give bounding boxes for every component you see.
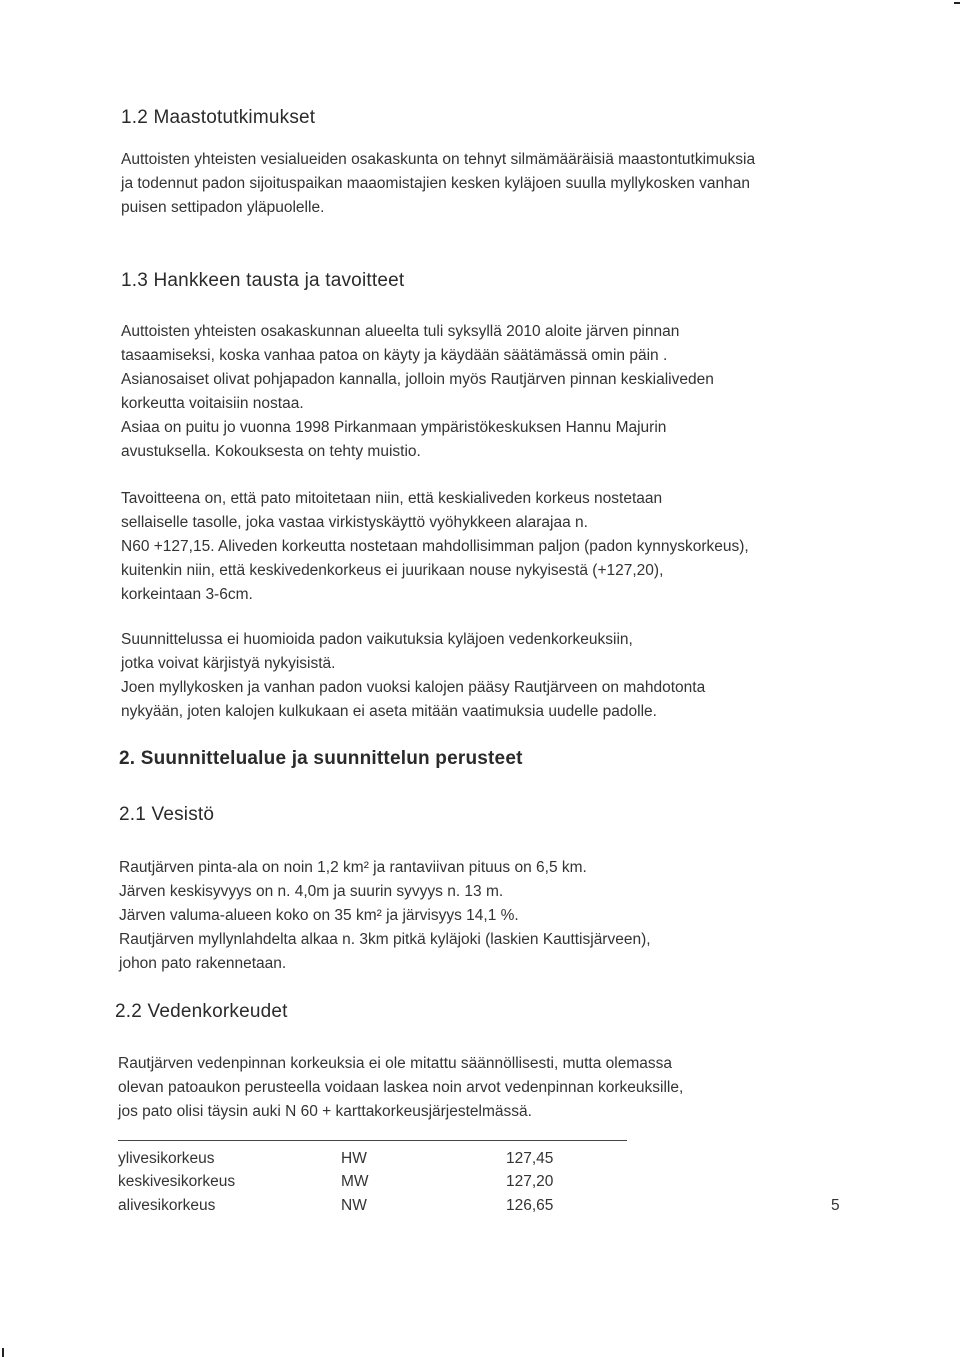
level-value: 127,20 (506, 1173, 554, 1190)
text-line: jotka voivat kärjistyä nykyisistä. (121, 655, 336, 672)
text-line: Rautjärven vedenpinnan korkeuksia ei ole mitattu säännöllisesti, mutta olemassa (118, 1055, 672, 1072)
text-line: jos pato olisi täysin auki N 60 + karttakorkeusjärjestelmässä. (118, 1103, 532, 1120)
level-code: HW (341, 1150, 367, 1167)
text-line: avustuksella. Kokouksesta on tehty muistio. (121, 443, 421, 460)
text-line: johon pato rakennetaan. (119, 955, 287, 972)
text-line: Suunnittelussa ei huomioida padon vaikutuksia kyläjoen vedenkorkeuksiin, (121, 631, 633, 648)
text-line: Auttoisten yhteisten vesialueiden osakaskunta on tehnyt silmämääräisiä maastontutkimuksia (121, 151, 756, 168)
text-line: korkeutta voitaisiin nostaa. (121, 395, 304, 412)
text-line: kuitenkin niin, että keskivedenkorkeus ei juurikaan nouse nykyisestä (+127,20), (121, 562, 664, 579)
level-name: keskivesikorkeus (118, 1173, 236, 1190)
table-top-rule (118, 1140, 627, 1141)
scan-mark-bottom-left (2, 1348, 4, 1357)
paragraph-1-3-b (121, 487, 749, 607)
page-number: 5 (831, 1197, 840, 1214)
level-name: ylivesikorkeus (118, 1150, 215, 1167)
level-value: 126,65 (506, 1197, 554, 1214)
text-line: Joen myllykosken ja vanhan padon vuoksi kalojen pääsy Rautjärveen on mahdotonta (121, 679, 706, 696)
paragraph-1-2 (121, 148, 755, 220)
paragraph-2-2 (118, 1052, 683, 1124)
text-line: nykyään, joten kalojen kulkukaan ei aseta mitään vaatimuksia uudelle padolle. (121, 703, 657, 720)
text-line: sellaiselle tasolle, joka vastaa virkistyskäyttö vyöhykkeen alarajaa n. (121, 514, 588, 531)
text-line: Rautjärven myllynlahdelta alkaa n. 3km pitkä kyläjoki (laskien Kauttisjärveen), (119, 931, 651, 948)
text-line: Asianosaiset olivat pohjapadon kannalla, jolloin myös Rautjärven pinnan keskialiveden (121, 371, 714, 388)
heading-2-2: 2.2 Vedenkorkeudet (115, 1001, 288, 1022)
text-line: Rautjärven pinta-ala on noin 1,2 km² ja rantaviivan pituus on 6,5 km. (119, 859, 587, 876)
level-code: MW (341, 1173, 369, 1190)
level-code: NW (341, 1197, 367, 1214)
text-line: Järven keskisyvyys on n. 4,0m ja suurin syvyys n. 13 m. (119, 883, 504, 900)
text-line: Asiaa on puitu jo vuonna 1998 Pirkanmaan ympäristökeskuksen Hannu Majurin (121, 419, 667, 436)
text-line: korkeintaan 3-6cm. (121, 586, 253, 603)
text-line: N60 +127,15. Aliveden korkeutta nostetaan mahdollisimman paljon (padon kynnyskorkeus), (121, 538, 749, 555)
paragraph-1-3-a (121, 320, 714, 464)
heading-1-2: 1.2 Maastotutkimukset (121, 107, 316, 128)
heading-2: 2. Suunnittelualue ja suunnittelun perusteet (119, 748, 523, 769)
heading-1-3: 1.3 Hankkeen tausta ja tavoitteet (121, 270, 405, 291)
text-line: Tavoitteena on, että pato mitoitetaan niin, että keskialiveden korkeus nostetaan (121, 490, 663, 507)
heading-2-1: 2.1 Vesistö (119, 804, 215, 825)
paragraph-2-1 (119, 856, 651, 976)
level-name: alivesikorkeus (118, 1197, 216, 1214)
text-line: puisen settipadon yläpuolelle. (121, 199, 325, 216)
paragraph-1-3-c (121, 628, 705, 724)
text-line: tasaamiseksi, koska vanhaa patoa on käyty ja käydään säätämässä omin päin . (121, 347, 668, 364)
scan-mark-top-right (954, 2, 960, 4)
level-value: 127,45 (506, 1150, 554, 1167)
text-line: olevan patoaukon perusteella voidaan laskea noin arvot vedenpinnan korkeuksille, (118, 1079, 684, 1096)
text-line: Auttoisten yhteisten osakaskunnan alueelta tuli syksyllä 2010 aloite järven pinnan (121, 323, 680, 340)
text-line: Järven valuma-alueen koko on 35 km² ja järvisyys 14,1 %. (119, 907, 519, 924)
text-line: ja todennut padon sijoituspaikan maaomistajien kesken kyläjoen suulla myllykosken vanhan (121, 175, 750, 192)
